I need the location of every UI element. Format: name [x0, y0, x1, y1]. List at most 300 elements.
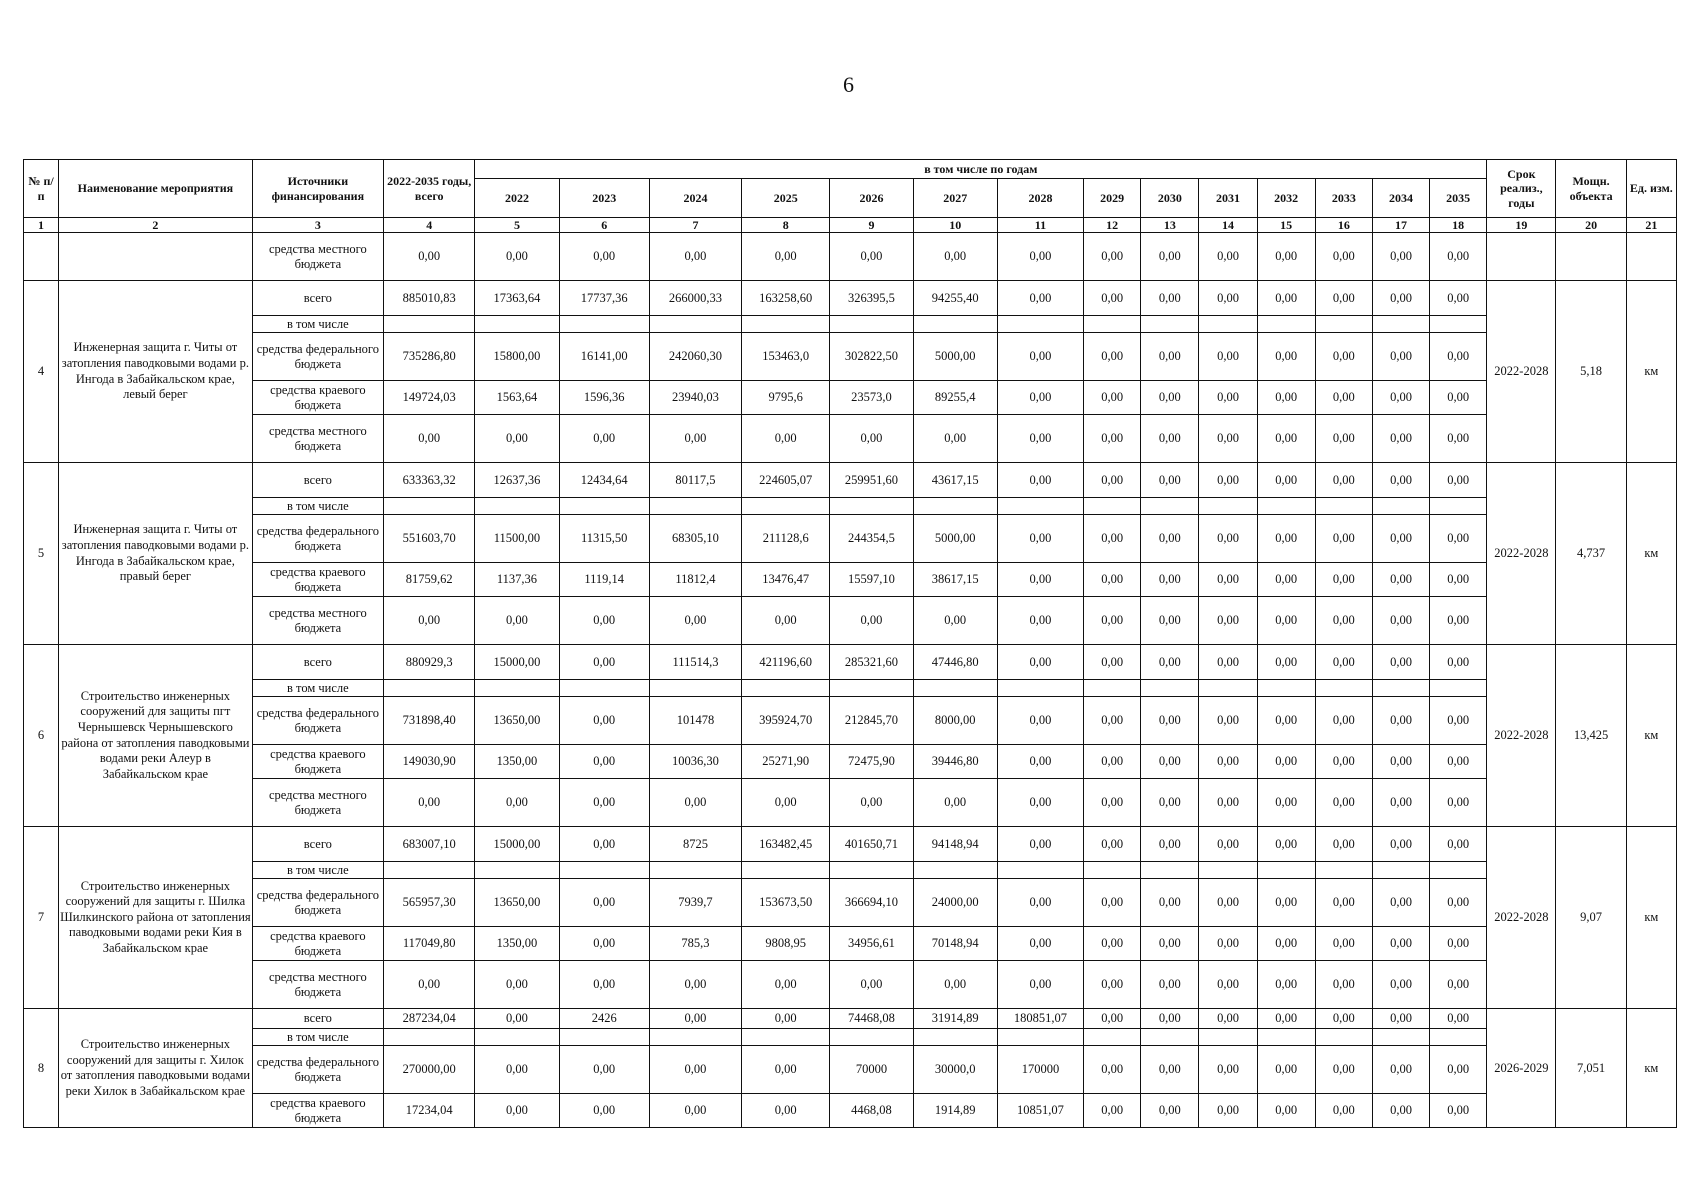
value-cell: 0,00 [1199, 415, 1257, 463]
empty-cell [742, 862, 830, 879]
empty-cell [742, 680, 830, 697]
value-cell: 0,00 [1315, 745, 1372, 779]
empty-cell [830, 498, 913, 515]
empty-cell [559, 316, 649, 333]
value-cell: 0,00 [1315, 333, 1372, 381]
header-year: 2031 [1199, 179, 1257, 218]
empty-cell [1315, 498, 1372, 515]
value-cell: 1119,14 [559, 563, 649, 597]
empty-cell [1257, 498, 1315, 515]
value-cell: 0,00 [1141, 645, 1199, 680]
value-cell: 25271,90 [742, 745, 830, 779]
source-cell: средства местного бюджета [252, 779, 383, 827]
value-cell: 0,00 [649, 961, 741, 1009]
source-cell: в том числе [252, 498, 383, 515]
value-cell: 2426 [559, 1009, 649, 1029]
empty-cell [1141, 498, 1199, 515]
project-term: 2026-2029 [1487, 1009, 1556, 1128]
value-cell: 0,00 [384, 597, 475, 645]
table-row [24, 463, 1677, 498]
value-cell: 0,00 [1084, 1009, 1141, 1029]
value-cell: 0,00 [1199, 597, 1257, 645]
value-cell: 0,00 [1372, 597, 1429, 645]
value-cell: 72475,90 [830, 745, 913, 779]
value-cell: 0,00 [1257, 381, 1315, 415]
empty-cell [1084, 316, 1141, 333]
value-cell: 70000 [830, 1046, 913, 1094]
table-row [24, 281, 1677, 316]
header-year: 2023 [559, 179, 649, 218]
empty-cell [830, 680, 913, 697]
table-head [24, 160, 1677, 233]
empty-cell [1430, 1029, 1487, 1046]
value-cell: 94148,94 [913, 827, 997, 862]
value-cell: 0,00 [1199, 233, 1257, 281]
value-cell: 0,00 [1430, 779, 1487, 827]
empty-cell [1315, 1029, 1372, 1046]
value-cell: 0,00 [1199, 645, 1257, 680]
project-num: 5 [24, 463, 59, 645]
value-cell: 0,00 [1372, 961, 1429, 1009]
value-cell: 0,00 [1372, 879, 1429, 927]
value-cell: 0,00 [1084, 961, 1141, 1009]
value-cell: 0,00 [1199, 745, 1257, 779]
header-year: 2024 [649, 179, 741, 218]
value-cell: 326395,5 [830, 281, 913, 316]
value-cell: 0,00 [1257, 1046, 1315, 1094]
value-cell: 149724,03 [384, 381, 475, 415]
project-term: 2022-2028 [1487, 827, 1556, 1009]
value-cell: 9795,6 [742, 381, 830, 415]
empty-cell [997, 1029, 1083, 1046]
value-cell: 0,00 [1315, 281, 1372, 316]
value-cell: 0,00 [1199, 827, 1257, 862]
value-cell: 111514,3 [649, 645, 741, 680]
empty-cell [475, 680, 559, 697]
value-cell: 633363,32 [384, 463, 475, 498]
value-cell: 285321,60 [830, 645, 913, 680]
value-cell: 0,00 [1315, 961, 1372, 1009]
value-cell: 0,00 [913, 597, 997, 645]
value-cell: 0,00 [1315, 597, 1372, 645]
value-cell: 0,00 [1257, 879, 1315, 927]
value-cell: 0,00 [1257, 927, 1315, 961]
empty-cell [913, 680, 997, 697]
project-name: Строительство инженерных сооружений для защиты г. Шилка Шилкинского района от затопления паводковыми водами реки Кия в Забайкальском крае [59, 827, 253, 1009]
value-cell: 10036,30 [649, 745, 741, 779]
value-cell: 0,00 [1084, 281, 1141, 316]
value-cell: 0,00 [1257, 563, 1315, 597]
value-cell: 0,00 [1141, 563, 1199, 597]
empty-cell [1199, 498, 1257, 515]
table-row [24, 1046, 1677, 1094]
value-cell: 0,00 [1257, 515, 1315, 563]
source-cell: средства краевого бюджета [252, 563, 383, 597]
value-cell: 0,00 [1084, 233, 1141, 281]
value-cell: 0,00 [1372, 1009, 1429, 1029]
empty-cell [1141, 862, 1199, 879]
value-cell: 0,00 [1315, 381, 1372, 415]
value-cell: 0,00 [1141, 927, 1199, 961]
header-year: 2035 [1430, 179, 1487, 218]
value-cell: 0,00 [1141, 779, 1199, 827]
value-cell: 13476,47 [742, 563, 830, 597]
value-cell: 0,00 [1199, 515, 1257, 563]
column-number: 18 [1430, 218, 1487, 233]
value-cell: 15800,00 [475, 333, 559, 381]
value-cell: 0,00 [1315, 463, 1372, 498]
empty-cell [1487, 233, 1556, 281]
empty-cell [742, 498, 830, 515]
project-unit: км [1626, 281, 1676, 463]
empty-cell [1141, 1029, 1199, 1046]
value-cell: 0,00 [1430, 281, 1487, 316]
column-number: 6 [559, 218, 649, 233]
table-row [24, 333, 1677, 381]
value-cell: 101478 [649, 697, 741, 745]
value-cell: 0,00 [649, 1046, 741, 1094]
table-row [24, 827, 1677, 862]
empty-cell [649, 862, 741, 879]
value-cell: 9808,95 [742, 927, 830, 961]
value-cell: 735286,80 [384, 333, 475, 381]
header-total: 2022-2035 годы, всего [384, 160, 475, 218]
value-cell: 0,00 [1084, 927, 1141, 961]
value-cell: 0,00 [1372, 333, 1429, 381]
value-cell: 242060,30 [649, 333, 741, 381]
empty-cell [384, 498, 475, 515]
column-number: 21 [1626, 218, 1676, 233]
value-cell: 0,00 [1084, 597, 1141, 645]
empty-cell [475, 316, 559, 333]
value-cell: 12637,36 [475, 463, 559, 498]
table-row [24, 316, 1677, 333]
empty-cell [1199, 680, 1257, 697]
empty-cell [1556, 233, 1626, 281]
value-cell: 0,00 [1084, 415, 1141, 463]
value-cell: 0,00 [475, 415, 559, 463]
value-cell: 0,00 [997, 961, 1083, 1009]
value-cell: 0,00 [742, 1046, 830, 1094]
value-cell: 0,00 [1372, 415, 1429, 463]
empty-cell [1372, 680, 1429, 697]
value-cell: 401650,71 [830, 827, 913, 862]
column-number: 9 [830, 218, 913, 233]
value-cell: 0,00 [1430, 233, 1487, 281]
empty-cell [1257, 862, 1315, 879]
value-cell: 0,00 [1430, 697, 1487, 745]
value-cell: 81759,62 [384, 563, 475, 597]
value-cell: 0,00 [1141, 333, 1199, 381]
value-cell: 244354,5 [830, 515, 913, 563]
empty-cell [559, 680, 649, 697]
header-num: № п/п [24, 160, 59, 218]
value-cell: 11812,4 [649, 563, 741, 597]
source-cell: всего [252, 1009, 383, 1029]
value-cell: 0,00 [1141, 745, 1199, 779]
value-cell: 0,00 [649, 597, 741, 645]
value-cell: 8725 [649, 827, 741, 862]
empty-cell [1315, 680, 1372, 697]
value-cell: 0,00 [1084, 1046, 1141, 1094]
value-cell: 731898,40 [384, 697, 475, 745]
empty-cell [913, 862, 997, 879]
value-cell: 0,00 [997, 381, 1083, 415]
empty-cell [475, 1029, 559, 1046]
value-cell: 0,00 [997, 597, 1083, 645]
value-cell: 0,00 [1084, 463, 1141, 498]
empty-cell [1372, 862, 1429, 879]
source-cell: средства краевого бюджета [252, 745, 383, 779]
empty-cell [1315, 316, 1372, 333]
header-year: 2028 [997, 179, 1083, 218]
source-cell: всего [252, 463, 383, 498]
source-cell: всего [252, 645, 383, 680]
value-cell: 24000,00 [913, 879, 997, 927]
value-cell: 0,00 [1141, 1009, 1199, 1029]
table-row [24, 680, 1677, 697]
value-cell: 17234,04 [384, 1094, 475, 1128]
value-cell: 259951,60 [830, 463, 913, 498]
value-cell: 1137,36 [475, 563, 559, 597]
project-capacity: 13,425 [1556, 645, 1626, 827]
value-cell: 0,00 [742, 961, 830, 1009]
value-cell: 0,00 [1199, 1046, 1257, 1094]
empty-cell [1430, 680, 1487, 697]
empty-cell [742, 1029, 830, 1046]
value-cell: 0,00 [1315, 697, 1372, 745]
value-cell: 0,00 [1372, 381, 1429, 415]
column-number: 7 [649, 218, 741, 233]
empty-cell [475, 862, 559, 879]
value-cell: 170000 [997, 1046, 1083, 1094]
table-row [24, 697, 1677, 745]
value-cell: 0,00 [997, 827, 1083, 862]
value-cell: 39446,80 [913, 745, 997, 779]
source-cell: средства федерального бюджета [252, 879, 383, 927]
value-cell: 0,00 [1315, 415, 1372, 463]
empty-cell [1199, 316, 1257, 333]
value-cell: 0,00 [1315, 563, 1372, 597]
table-row [24, 927, 1677, 961]
value-cell: 0,00 [997, 879, 1083, 927]
value-cell: 0,00 [1141, 1094, 1199, 1128]
column-number: 13 [1141, 218, 1199, 233]
value-cell: 0,00 [1430, 333, 1487, 381]
value-cell: 163482,45 [742, 827, 830, 862]
value-cell: 0,00 [830, 233, 913, 281]
value-cell: 0,00 [1141, 463, 1199, 498]
empty-cell [1626, 233, 1676, 281]
project-term: 2022-2028 [1487, 281, 1556, 463]
source-cell: всего [252, 281, 383, 316]
value-cell: 0,00 [830, 779, 913, 827]
empty-cell [997, 680, 1083, 697]
value-cell: 0,00 [384, 961, 475, 1009]
empty-cell [384, 316, 475, 333]
value-cell: 0,00 [742, 779, 830, 827]
value-cell: 0,00 [997, 927, 1083, 961]
value-cell: 0,00 [742, 1009, 830, 1029]
source-cell: в том числе [252, 316, 383, 333]
table-row [24, 645, 1677, 680]
empty-cell [830, 316, 913, 333]
empty-cell [1430, 498, 1487, 515]
value-cell: 0,00 [1430, 1009, 1487, 1029]
column-number: 11 [997, 218, 1083, 233]
value-cell: 0,00 [1430, 597, 1487, 645]
header-year: 2025 [742, 179, 830, 218]
value-cell: 0,00 [1141, 879, 1199, 927]
source-cell: средства краевого бюджета [252, 927, 383, 961]
empty-cell [649, 1029, 741, 1046]
value-cell: 0,00 [559, 597, 649, 645]
value-cell: 212845,70 [830, 697, 913, 745]
value-cell: 0,00 [559, 961, 649, 1009]
table-row [24, 498, 1677, 515]
table-row [24, 961, 1677, 1009]
value-cell: 0,00 [1199, 333, 1257, 381]
value-cell: 0,00 [475, 779, 559, 827]
empty-cell [384, 1029, 475, 1046]
value-cell: 74468,08 [830, 1009, 913, 1029]
empty-cell [384, 862, 475, 879]
value-cell: 0,00 [742, 1094, 830, 1128]
source-cell: средства местного бюджета [252, 597, 383, 645]
value-cell: 270000,00 [384, 1046, 475, 1094]
value-cell: 0,00 [1430, 563, 1487, 597]
value-cell: 0,00 [997, 515, 1083, 563]
empty-cell [1084, 680, 1141, 697]
source-cell: средства федерального бюджета [252, 697, 383, 745]
table-row [24, 515, 1677, 563]
value-cell: 0,00 [1199, 927, 1257, 961]
value-cell: 0,00 [1315, 645, 1372, 680]
source-cell: средства федерального бюджета [252, 333, 383, 381]
column-number: 8 [742, 218, 830, 233]
project-name: Строительство инженерных сооружений для защиты г. Хилок от затопления паводковыми водами реки Хилок в Забайкальском крае [59, 1009, 253, 1128]
empty-cell [997, 862, 1083, 879]
value-cell: 0,00 [997, 233, 1083, 281]
value-cell: 13650,00 [475, 697, 559, 745]
value-cell: 47446,80 [913, 645, 997, 680]
value-cell: 0,00 [997, 463, 1083, 498]
empty-cell [559, 862, 649, 879]
value-cell: 0,00 [559, 879, 649, 927]
header-unit: Ед. изм. [1626, 160, 1676, 218]
value-cell: 0,00 [997, 415, 1083, 463]
table-row [24, 879, 1677, 927]
project-capacity: 4,737 [1556, 463, 1626, 645]
project-capacity: 7,051 [1556, 1009, 1626, 1128]
project-capacity: 5,18 [1556, 281, 1626, 463]
column-number: 3 [252, 218, 383, 233]
source-cell: средства краевого бюджета [252, 1094, 383, 1128]
value-cell: 0,00 [559, 927, 649, 961]
value-cell: 302822,50 [830, 333, 913, 381]
value-cell: 0,00 [1372, 1094, 1429, 1128]
value-cell: 0,00 [649, 233, 741, 281]
value-cell: 0,00 [830, 597, 913, 645]
value-cell: 0,00 [1315, 515, 1372, 563]
value-cell: 565957,30 [384, 879, 475, 927]
value-cell: 0,00 [1257, 415, 1315, 463]
value-cell: 0,00 [1199, 961, 1257, 1009]
value-cell: 149030,90 [384, 745, 475, 779]
value-cell: 11315,50 [559, 515, 649, 563]
value-cell: 0,00 [1084, 827, 1141, 862]
value-cell: 0,00 [475, 597, 559, 645]
value-cell: 0,00 [742, 233, 830, 281]
value-cell: 0,00 [1372, 233, 1429, 281]
value-cell: 0,00 [1372, 927, 1429, 961]
value-cell: 0,00 [1199, 281, 1257, 316]
empty-cell [1257, 316, 1315, 333]
value-cell: 0,00 [830, 961, 913, 1009]
table-row [24, 862, 1677, 879]
header-by-years: в том числе по годам [475, 160, 1487, 179]
value-cell: 0,00 [1084, 879, 1141, 927]
table-row [24, 563, 1677, 597]
value-cell: 0,00 [1315, 927, 1372, 961]
value-cell: 16141,00 [559, 333, 649, 381]
table-row [24, 381, 1677, 415]
project-num: 4 [24, 281, 59, 463]
value-cell: 0,00 [1141, 597, 1199, 645]
value-cell: 1350,00 [475, 745, 559, 779]
value-cell: 0,00 [1257, 645, 1315, 680]
value-cell: 0,00 [1430, 827, 1487, 862]
value-cell: 885010,83 [384, 281, 475, 316]
value-cell: 266000,33 [649, 281, 741, 316]
table-row [24, 415, 1677, 463]
value-cell: 0,00 [559, 697, 649, 745]
value-cell: 785,3 [649, 927, 741, 961]
header-year: 2032 [1257, 179, 1315, 218]
value-cell: 0,00 [1199, 1094, 1257, 1128]
empty-cell [1257, 680, 1315, 697]
value-cell: 0,00 [1372, 779, 1429, 827]
value-cell: 0,00 [1372, 827, 1429, 862]
value-cell: 0,00 [1430, 1046, 1487, 1094]
empty-cell [997, 316, 1083, 333]
source-cell: всего [252, 827, 383, 862]
value-cell: 0,00 [1257, 697, 1315, 745]
value-cell: 17363,64 [475, 281, 559, 316]
value-cell: 421196,60 [742, 645, 830, 680]
value-cell: 0,00 [997, 563, 1083, 597]
value-cell: 0,00 [1199, 463, 1257, 498]
value-cell: 0,00 [559, 415, 649, 463]
column-number: 10 [913, 218, 997, 233]
empty-cell [742, 316, 830, 333]
project-num: 7 [24, 827, 59, 1009]
value-cell: 0,00 [1372, 1046, 1429, 1094]
empty-cell [649, 498, 741, 515]
source-cell: средства федерального бюджета [252, 515, 383, 563]
value-cell: 1914,89 [913, 1094, 997, 1128]
value-cell: 31914,89 [913, 1009, 997, 1029]
value-cell: 0,00 [1315, 233, 1372, 281]
empty-cell [830, 1029, 913, 1046]
value-cell: 0,00 [384, 233, 475, 281]
empty-cell [1315, 862, 1372, 879]
empty-cell [1141, 316, 1199, 333]
project-name: Инженерная защита г. Читы от затопления паводковыми водами р. Ингода в Забайкальском крае, левый берег [59, 281, 253, 463]
empty-cell [1257, 1029, 1315, 1046]
empty-cell [1372, 498, 1429, 515]
value-cell: 0,00 [1084, 333, 1141, 381]
